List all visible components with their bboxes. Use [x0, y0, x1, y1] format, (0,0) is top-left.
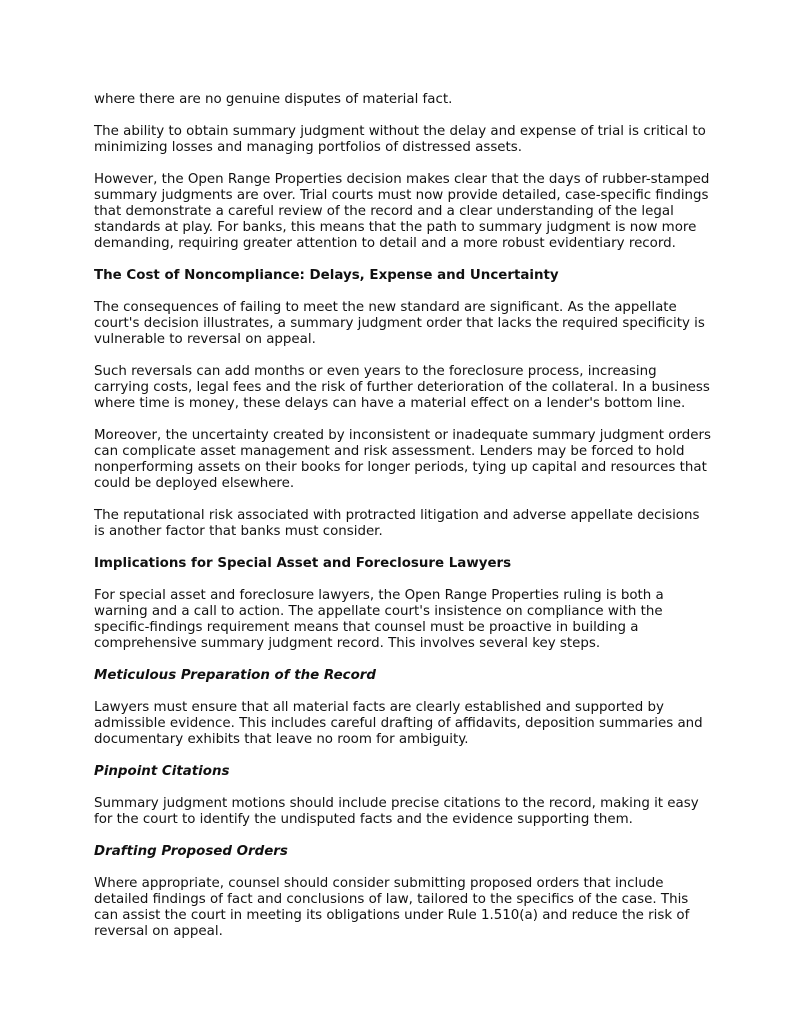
paragraph-reputational-risk: The reputational risk associated with protracted litigation and adverse appellate decisions is another factor that banks must consider.: [94, 508, 700, 539]
document-page: [94, 92, 714, 956]
section-heading-implications: Implications for Special Asset and Foreclosure Lawyers: [94, 556, 512, 571]
paragraph-pinpoint-citations: Summary judgment motions should include precise citations to the record, making it easy for the court to identify the undisputed facts and the evidence supporting them.: [94, 796, 699, 827]
paragraph-continuation: where there are no genuine disputes of material fact.: [94, 92, 453, 107]
paragraph-implications: For special asset and foreclosure lawyers, the Open Range Properties ruling is both a warning and a call to action. The appellate court's insistence on compliance with the specific-findings requirement means that counsel must be proactive in building a comprehensive summary judgment record. This involves several key steps.: [94, 588, 664, 651]
paragraph-drafting-proposed-orders: Where appropriate, counsel should consider submitting proposed orders that include detailed findings of fact and conclusions of law, tailored to the specifics of the case. This can assist the court in meeting its obligations under Rule 1.510(a) and reduce the risk of reversal on appeal.: [94, 876, 690, 939]
paragraph-consequences: The consequences of failing to meet the new standard are significant. As the appellate court's decision illustrates, a summary judgment order that lacks the required specificity is vulnerable to reversal on appeal.: [94, 300, 705, 347]
subheading-drafting-proposed-orders: Drafting Proposed Orders: [94, 844, 288, 859]
subheading-pinpoint-citations: Pinpoint Citations: [94, 764, 230, 779]
paragraph-uncertainty: Moreover, the uncertainty created by inconsistent or inadequate summary judgment orders can complicate asset management and risk assessment. Lenders may be forced to hold nonperforming assets on their books for longer periods, tying up capital and resources that could be deployed elsewhere.: [94, 428, 711, 491]
paragraph-open-range-decision: However, the Open Range Properties decision makes clear that the days of rubber-stamped summary judgments are over. Trial courts must now provide detailed, case-specific findings that demonstrate a careful review of the record and a clear understanding of the legal standards at play. For banks, this means that the path to summary judgment is now more demanding, requiring greater attention to detail and a more robust evidentiary record.: [94, 172, 710, 251]
paragraph-summary-judgment-ability: The ability to obtain summary judgment without the delay and expense of trial is critical to minimizing losses and managing portfolios of distressed assets.: [94, 124, 706, 155]
section-heading-cost-of-noncompliance: The Cost of Noncompliance: Delays, Expense and Uncertainty: [94, 268, 559, 283]
subheading-meticulous-preparation: Meticulous Preparation of the Record: [94, 668, 376, 683]
paragraph-meticulous-preparation: Lawyers must ensure that all material facts are clearly established and supported by admissible evidence. This includes careful drafting of affidavits, deposition summaries and documentary exhibits that leave no room for ambiguity.: [94, 700, 703, 747]
paragraph-reversals: Such reversals can add months or even years to the foreclosure process, increasing carrying costs, legal fees and the risk of further deterioration of the collateral. In a business where time is money, these delays can have a material effect on a lender's bottom line.: [94, 364, 710, 411]
